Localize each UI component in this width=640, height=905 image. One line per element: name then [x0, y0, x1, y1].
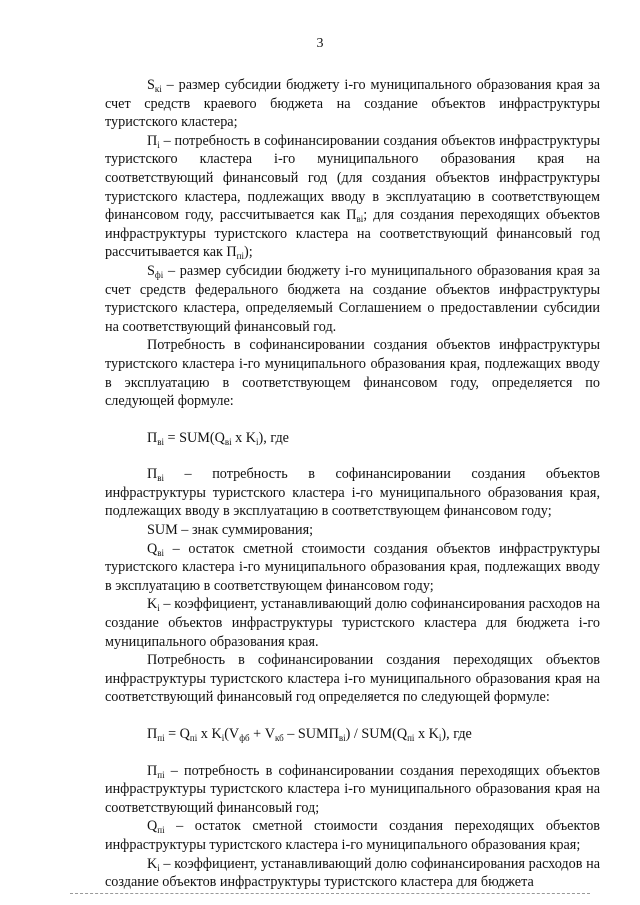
definition-sum: SUM – знак суммирования; [147, 522, 314, 539]
subscript: i [157, 603, 160, 614]
symbol: П [147, 132, 158, 149]
definition-text: – потребность в софинансировании создания объектов инфраструктуры туристского кластера i-го муниципального образования края, подлежащих вводу в эксплуатацию в соответствующем финансовом году; [105, 466, 600, 520]
definition-text: – коэффициент, устанавливающий долю софинансирования расходов на создание объектов инфраструктуры туристского кластера для бюджета [105, 855, 600, 891]
subscript: пi [157, 825, 165, 836]
subscript: кi [154, 84, 162, 94]
document-body [105, 76, 600, 892]
subscript: i [157, 139, 160, 150]
symbol: П [147, 466, 158, 483]
formula-2: $П_{пi} = Q_{пi}$ x $K_i(V_{фб} + V_{кб}$ – $SUMП_{вi}) / SUM(Q_{пi}$ x $K_i$), где [147, 726, 472, 743]
subscript: фi [154, 269, 164, 280]
definition-p-i [105, 132, 600, 262]
page-number: 3 [316, 36, 324, 51]
symbol: П [147, 762, 158, 779]
definition-text: ; для создания переходящих объектов инфраструктуры туристского кластера на соответствующий финансовый год рассчитывается как П [105, 207, 600, 261]
definition-p-pi [105, 762, 600, 818]
symbol: Q [147, 540, 158, 557]
scan-edge-line [70, 893, 590, 895]
subscript: пi [236, 251, 244, 262]
symbol: K [147, 855, 158, 872]
symbol: K [147, 596, 158, 613]
definition-q-pi [105, 817, 600, 854]
definition-s-ki [105, 76, 600, 132]
definition-text: ); [244, 244, 253, 261]
definition-text: – остаток сметной стоимости создания переходящих объектов инфраструктуры туристского кластера i-го муниципального образования края; [105, 818, 600, 853]
definition-k-i-2 [105, 855, 600, 892]
formula-1: $П_{вi} = SUM(Q_{вi}$ x $K_i$), где [147, 429, 289, 447]
paragraph-formula2-intro: Потребность в софинансировании создания переходящих объектов инфраструктуры туристского кластера i-го муниципального образования края на соответствующий финансовый год определяется по следующей формуле: [105, 652, 600, 706]
definition-text: – потребность в софинансировании создания переходящих объектов инфраструктуры туристского кластера i-го муниципального образования края на соответствующий финансовый год; [105, 762, 600, 816]
subscript: пi [157, 769, 165, 780]
paragraph-formula1-intro: Потребность в софинансировании создания объектов инфраструктуры туристского кластера i-го муниципального образования края, подлежащих вводу в эксплуатацию в соответствующем финансовом году, определяется по следующей формуле: [105, 337, 600, 410]
subscript: вi [157, 547, 164, 558]
definition-k-i [105, 595, 600, 651]
definition-text: – остаток сметной стоимости создания объектов инфраструктуры туристского кластера i-го муниципального образования края, подлежащих вводу в эксплуатацию в соответствующем финансовом году; [105, 540, 600, 594]
symbol: S [147, 77, 155, 93]
subscript: i [157, 862, 160, 873]
definition-text: – потребность в софинансировании создания объектов инфраструктуры туристского кластера i-го муниципального образования края на соответствующий финансовый год (для создания объектов инфраструктуры туристского кластера, подлежащих вводу в эксплуатацию в соответствующем финансовом году, рассчитывается как П [105, 132, 600, 224]
symbol: S [147, 262, 155, 279]
definition-s-fi [105, 262, 600, 336]
definition-text: – коэффициент, устанавливающий долю софинансирования расходов на создание объектов инфраструктуры туристского кластера для бюджета i-го муниципального образования края. [105, 596, 600, 650]
subscript: вi [157, 473, 164, 484]
definition-q-vi [105, 540, 600, 596]
subscript: вi [356, 214, 364, 225]
definition-text: – размер субсидии бюджету i-го муниципального образования края за счет средств краевого бюджета на создание объектов инфраструктуры туристского кластера; [105, 77, 600, 131]
definition-p-vi [105, 465, 600, 521]
symbol: Q [147, 818, 158, 835]
definition-text: – размер субсидии бюджету i-го муниципального образования края за счет средств федерального бюджета на создание объектов инфраструктуры туристского кластера, определяемый Соглашением о предоставлении субсидии на соответствующий финансовый год. [105, 262, 600, 335]
